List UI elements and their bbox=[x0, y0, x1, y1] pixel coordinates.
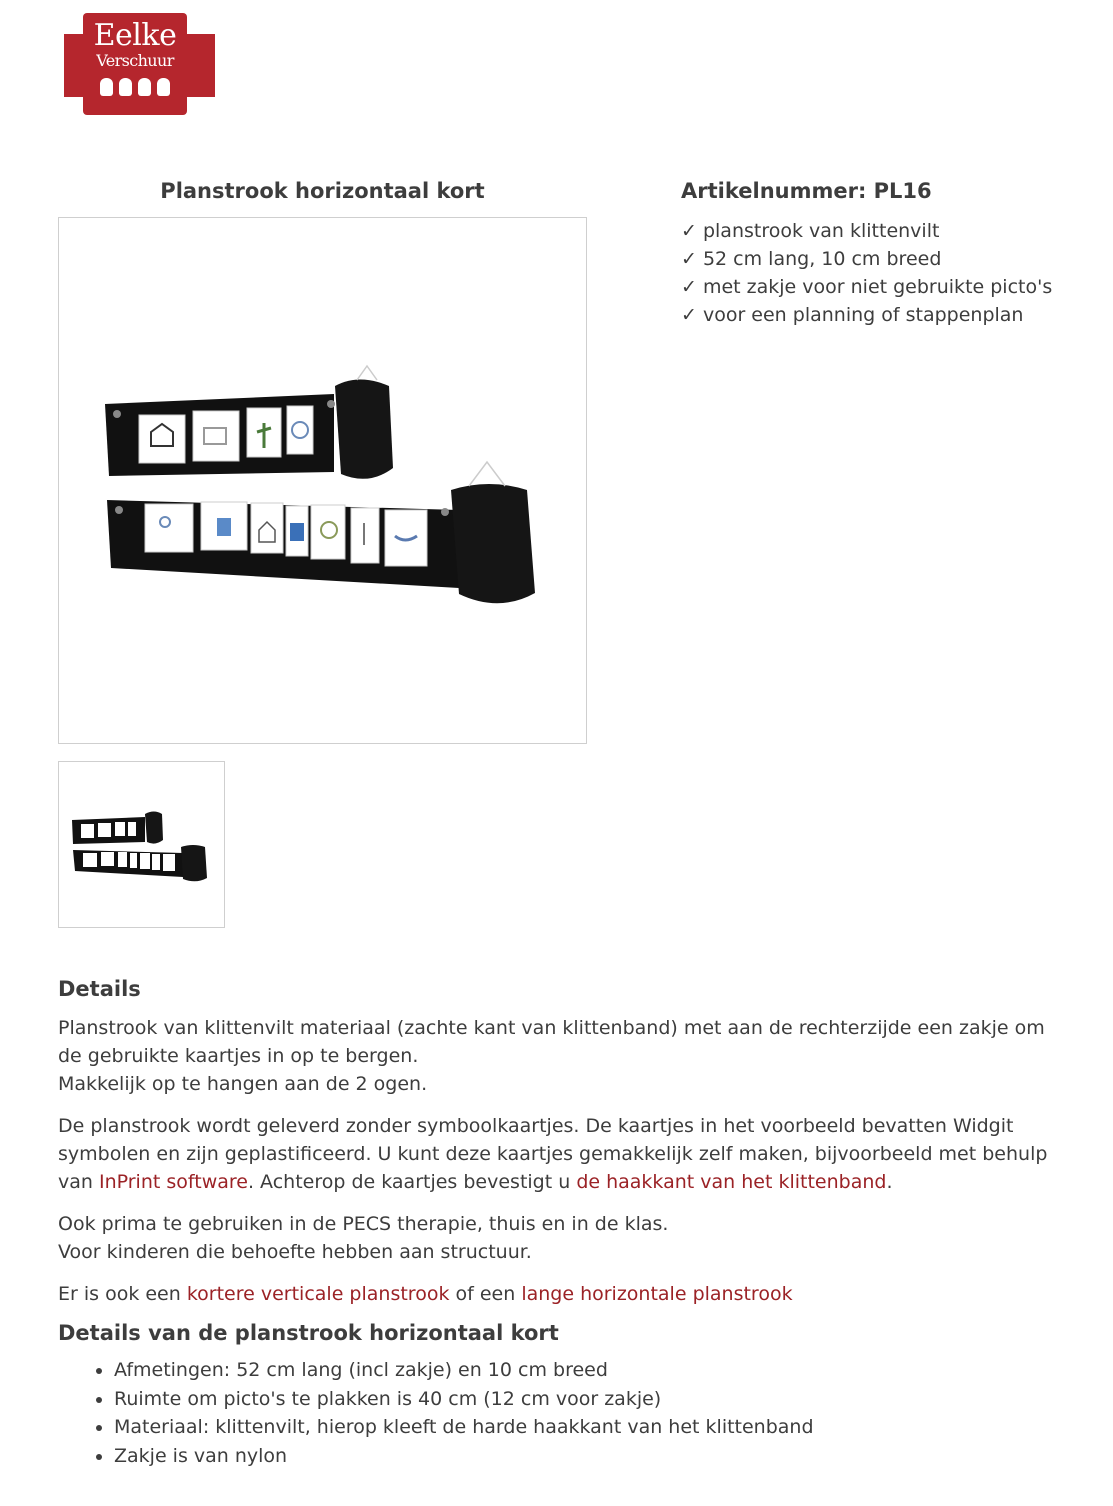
spec-item: • Materiaal: klittenvilt, hierop kleeft de harde haakkant van het klittenband bbox=[114, 1413, 1048, 1442]
feature-item: ✓ 52 cm lang, 10 cm breed bbox=[681, 248, 942, 270]
details-paragraph-2 bbox=[58, 1112, 1048, 1196]
logo-box bbox=[83, 13, 187, 115]
haakkant-klittenband-link[interactable]: de haakkant van het klittenband bbox=[576, 1171, 887, 1193]
inprint-software-link[interactable]: InPrint software bbox=[98, 1171, 248, 1193]
feature-item: ✓ planstrook van klittenvilt bbox=[681, 220, 940, 242]
details-text: Voor kinderen die behoefte hebben aan structuur. bbox=[58, 1241, 532, 1263]
planstrook-photo-icon bbox=[59, 218, 586, 743]
planstrook-thumbnail-icon bbox=[59, 762, 224, 927]
article-number: Artikelnummer: PL16 bbox=[681, 179, 932, 203]
specs-heading: Details van de planstrook horizontaal kort bbox=[58, 1321, 559, 1345]
details-text: De planstrook wordt geleverd zonder symboolkaartjes. De kaartjes in het voorbeeld bevatten Widgit symbolen en zijn geplastificeerd. U kunt deze kaartjes gemakkelijk zelf maken, bijvoorbeeld met behulp van bbox=[58, 1115, 1048, 1193]
site-logo[interactable] bbox=[64, 13, 215, 115]
feature-list bbox=[681, 217, 1052, 329]
specs-list bbox=[58, 1356, 1048, 1470]
details-text: Ook prima te gebruiken in de PECS therapie, thuis en in de klas. bbox=[58, 1213, 669, 1235]
details-text: Planstrook van klittenvilt materiaal (zachte kant van klittenband) met aan de rechterzijde een zakje om de gebruikte kaartjes in op te bergen. bbox=[58, 1017, 1045, 1067]
long-horizontal-planstrook-link[interactable]: lange horizontale planstrook bbox=[521, 1283, 793, 1305]
spec-item: • Afmetingen: 52 cm lang (incl zakje) en 10 cm breed bbox=[114, 1356, 1048, 1385]
details-section bbox=[58, 974, 1048, 1470]
logo-title: Eelke bbox=[93, 18, 177, 53]
product-main-image[interactable] bbox=[58, 217, 587, 744]
feature-item: ✓ met zakje voor niet gebruikte picto's bbox=[681, 276, 1053, 298]
details-text: Makkelijk op te hangen aan de 2 ogen. bbox=[58, 1073, 428, 1095]
details-paragraph-1 bbox=[58, 1014, 1048, 1098]
details-paragraph-4 bbox=[58, 1280, 1048, 1308]
spec-item: • Zakje is van nylon bbox=[114, 1442, 1048, 1471]
vertical-planstrook-link[interactable]: kortere verticale planstrook bbox=[186, 1283, 450, 1305]
spec-item: • Ruimte om picto's te plakken is 40 cm (12 cm voor zakje) bbox=[114, 1385, 1048, 1414]
logo-subtitle: Verschuur bbox=[96, 51, 174, 70]
details-paragraph-3 bbox=[58, 1210, 1048, 1266]
feature-item: ✓ voor een planning of stappenplan bbox=[681, 304, 1024, 326]
details-text: of een bbox=[449, 1283, 522, 1305]
details-text: . bbox=[886, 1171, 893, 1193]
sign-hands-icon bbox=[100, 78, 170, 96]
details-text: . Achterop de kaartjes bevestigt u bbox=[247, 1171, 577, 1193]
details-heading: Details bbox=[58, 977, 141, 1001]
product-thumbnail[interactable] bbox=[58, 761, 225, 928]
details-text: Er is ook een bbox=[58, 1283, 187, 1305]
product-title: Planstrook horizontaal kort bbox=[160, 179, 485, 203]
